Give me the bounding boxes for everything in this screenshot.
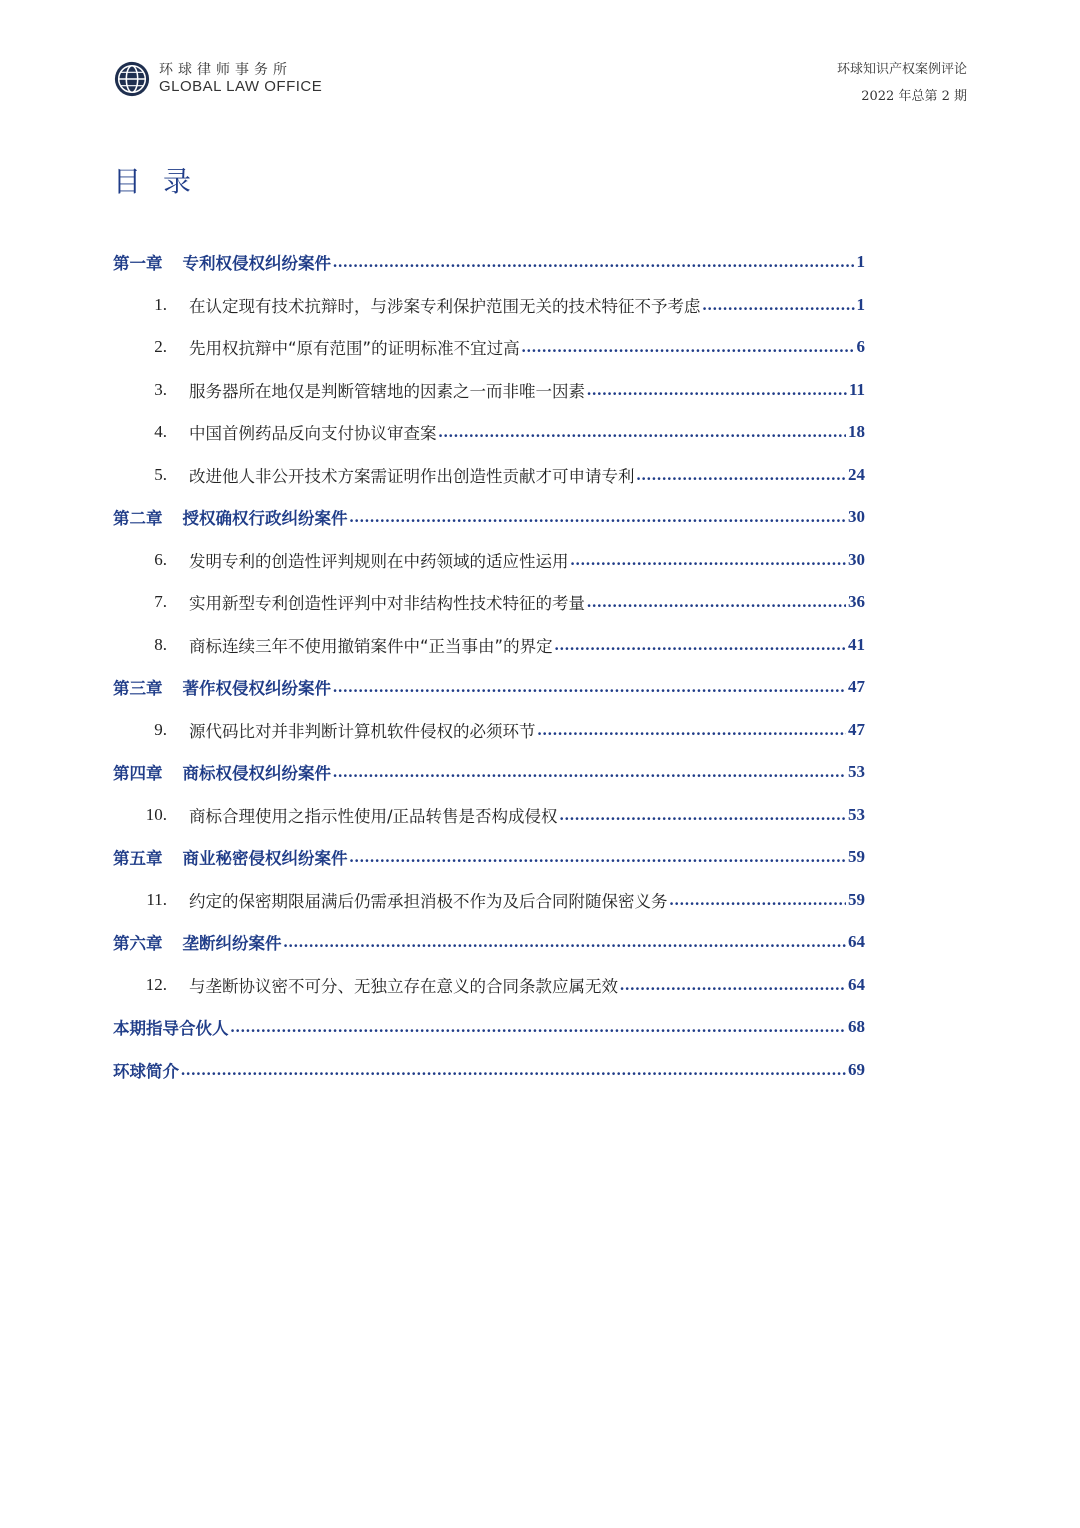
- dot-leader: [333, 762, 846, 782]
- toc-chapter-row[interactable]: [113, 836, 865, 879]
- toc-item-row[interactable]: [113, 581, 865, 624]
- toc-page-number: 6: [856, 337, 865, 357]
- toc-entry-label: 在认定现有技术抗辩时，与涉案专利保护范围无关的技术特征不予考虑: [189, 296, 701, 316]
- toc-item-row[interactable]: [113, 539, 865, 582]
- toc-entry-label: 服务器所在地仅是判断管辖地的因素之一而非唯一因素: [189, 381, 585, 401]
- toc-entry-number: 第三章: [113, 679, 163, 699]
- toc-page-number: 47: [848, 719, 865, 739]
- toc-entry-number: 12.: [145, 974, 167, 994]
- toc-page-number: 68: [848, 1017, 865, 1037]
- toc-page-number: 1: [856, 294, 865, 314]
- publication-info: [837, 56, 967, 110]
- toc-entry-label: 发明专利的创造性评判规则在中药领域的适应性运用: [189, 551, 569, 571]
- toc-item-row[interactable]: [113, 284, 865, 327]
- dot-leader: [231, 1017, 847, 1037]
- toc-page-number: 59: [848, 889, 865, 909]
- toc-item-row[interactable]: [113, 709, 865, 752]
- toc-page-number: 53: [848, 804, 865, 824]
- toc-page-number: 59: [848, 847, 865, 867]
- toc-entry-number: 3.: [154, 379, 167, 399]
- globe-logo-icon: [113, 60, 151, 98]
- dot-leader: [350, 507, 847, 527]
- toc-entry-number: 第四章: [113, 764, 163, 784]
- logo-english-name: GLOBAL LAW OFFICE: [159, 78, 323, 96]
- toc-item-row[interactable]: [113, 879, 865, 922]
- toc-entry-label: 约定的保密期限届满后仍需承担消极不作为及后合同附随保密义务: [189, 891, 668, 911]
- toc-entry-label: 先用权抗辩中“原有范围”的证明标准不宜过高: [189, 339, 520, 359]
- toc-page-number: 64: [848, 974, 865, 994]
- toc-entry-number: 7.: [154, 592, 167, 612]
- dot-leader: [587, 380, 847, 400]
- toc-page-number: 30: [848, 549, 865, 569]
- dot-leader: [620, 975, 846, 995]
- dot-leader: [571, 550, 847, 570]
- dot-leader: [284, 932, 847, 952]
- dot-leader: [333, 677, 846, 697]
- toc-entry-number: 第一章: [113, 254, 163, 274]
- toc-entry-label: 本期指导合伙人: [113, 1019, 229, 1039]
- toc-entry-number: 9.: [154, 719, 167, 739]
- dot-leader: [703, 295, 855, 315]
- toc-entry-label: 商标合理使用之指示性使用/正品转售是否构成侵权: [189, 806, 558, 826]
- toc-entry-label: 著作权侵权纠纷案件: [182, 679, 331, 699]
- toc-entry-number: 5.: [154, 464, 167, 484]
- firm-logo: [113, 60, 322, 98]
- toc-page-number: 30: [848, 507, 865, 527]
- dot-leader: [522, 337, 855, 357]
- toc-page-number: 69: [848, 1059, 865, 1079]
- toc-page-number: 11: [848, 379, 865, 399]
- toc-item-row[interactable]: [113, 454, 865, 497]
- toc-entry-label: 垄断纠纷案件: [182, 934, 282, 954]
- toc-chapter-row[interactable]: [113, 666, 865, 709]
- toc-entry-label: 改进他人非公开技术方案需证明作出创造性贡献才可申请专利: [189, 466, 635, 486]
- toc-chapter-row[interactable]: [113, 751, 865, 794]
- toc-item-row[interactable]: [113, 964, 865, 1007]
- dot-leader: [350, 847, 847, 867]
- toc-page-number: 47: [848, 677, 865, 697]
- dot-leader: [439, 422, 847, 442]
- toc-chapter-row[interactable]: [113, 1006, 865, 1049]
- toc-entry-number: 2.: [154, 337, 167, 357]
- toc-chapter-row[interactable]: [113, 921, 865, 964]
- toc-entry-label: 实用新型专利创造性评判中对非结构性技术特征的考量: [189, 594, 585, 614]
- toc-entry-label: 中国首例药品反向支付协议审查案: [189, 424, 437, 444]
- toc-page-number: 53: [848, 762, 865, 782]
- dot-leader: [637, 465, 847, 485]
- toc-entry-number: 4.: [154, 422, 167, 442]
- toc-chapter-row[interactable]: [113, 1049, 865, 1092]
- toc-entry-number: 8.: [154, 634, 167, 654]
- logo-chinese-name: 环球律师事务所: [159, 62, 292, 79]
- table-of-contents: [113, 241, 865, 1091]
- page-title: 目录: [113, 165, 214, 198]
- toc-chapter-row[interactable]: [113, 241, 865, 284]
- toc-item-row[interactable]: [113, 326, 865, 369]
- page-header: [0, 0, 1080, 120]
- toc-entry-number: 1.: [154, 294, 167, 314]
- toc-entry-label: 商业秘密侵权纠纷案件: [182, 849, 348, 869]
- publication-title: 环球知识产权案例评论: [836, 62, 967, 77]
- toc-entry-label: 专利权侵权纠纷案件: [182, 254, 331, 274]
- dot-leader: [181, 1060, 846, 1080]
- dot-leader: [587, 592, 846, 612]
- toc-item-row[interactable]: [113, 369, 865, 412]
- toc-page-number: 1: [856, 252, 865, 272]
- toc-entry-label: 源代码比对并非判断计算机软件侵权的必须环节: [189, 721, 536, 741]
- toc-entry-number: 第五章: [113, 849, 163, 869]
- toc-item-row[interactable]: [113, 411, 865, 454]
- toc-entry-label: 商标连续三年不使用撤销案件中“正当事由”的界定: [189, 636, 553, 656]
- toc-entry-number: 第六章: [113, 934, 163, 954]
- toc-item-row[interactable]: [113, 794, 865, 837]
- toc-entry-label: 与垄断协议密不可分、无独立存在意义的合同条款应属无效: [189, 976, 618, 996]
- toc-page-number: 36: [848, 592, 865, 612]
- toc-entry-label: 环球简介: [113, 1061, 179, 1081]
- dot-leader: [555, 635, 846, 655]
- toc-page-number: 41: [848, 634, 865, 654]
- toc-entry-label: 商标权侵权纠纷案件: [182, 764, 331, 784]
- toc-page-number: 24: [848, 464, 865, 484]
- toc-chapter-row[interactable]: [113, 496, 865, 539]
- dot-leader: [333, 252, 855, 272]
- toc-entry-number: 第二章: [113, 509, 163, 529]
- toc-entry-number: 11.: [146, 889, 167, 909]
- toc-item-row[interactable]: [113, 624, 865, 667]
- issue-number: 2022 年总第 2 期: [861, 89, 967, 104]
- dot-leader: [670, 890, 847, 910]
- toc-page-number: 64: [848, 932, 865, 952]
- toc-entry-label: 授权确权行政纠纷案件: [182, 509, 348, 529]
- dot-leader: [560, 805, 846, 825]
- toc-page-number: 18: [848, 422, 865, 442]
- dot-leader: [538, 720, 847, 740]
- toc-entry-number: 10.: [145, 804, 167, 824]
- toc-entry-number: 6.: [154, 549, 167, 569]
